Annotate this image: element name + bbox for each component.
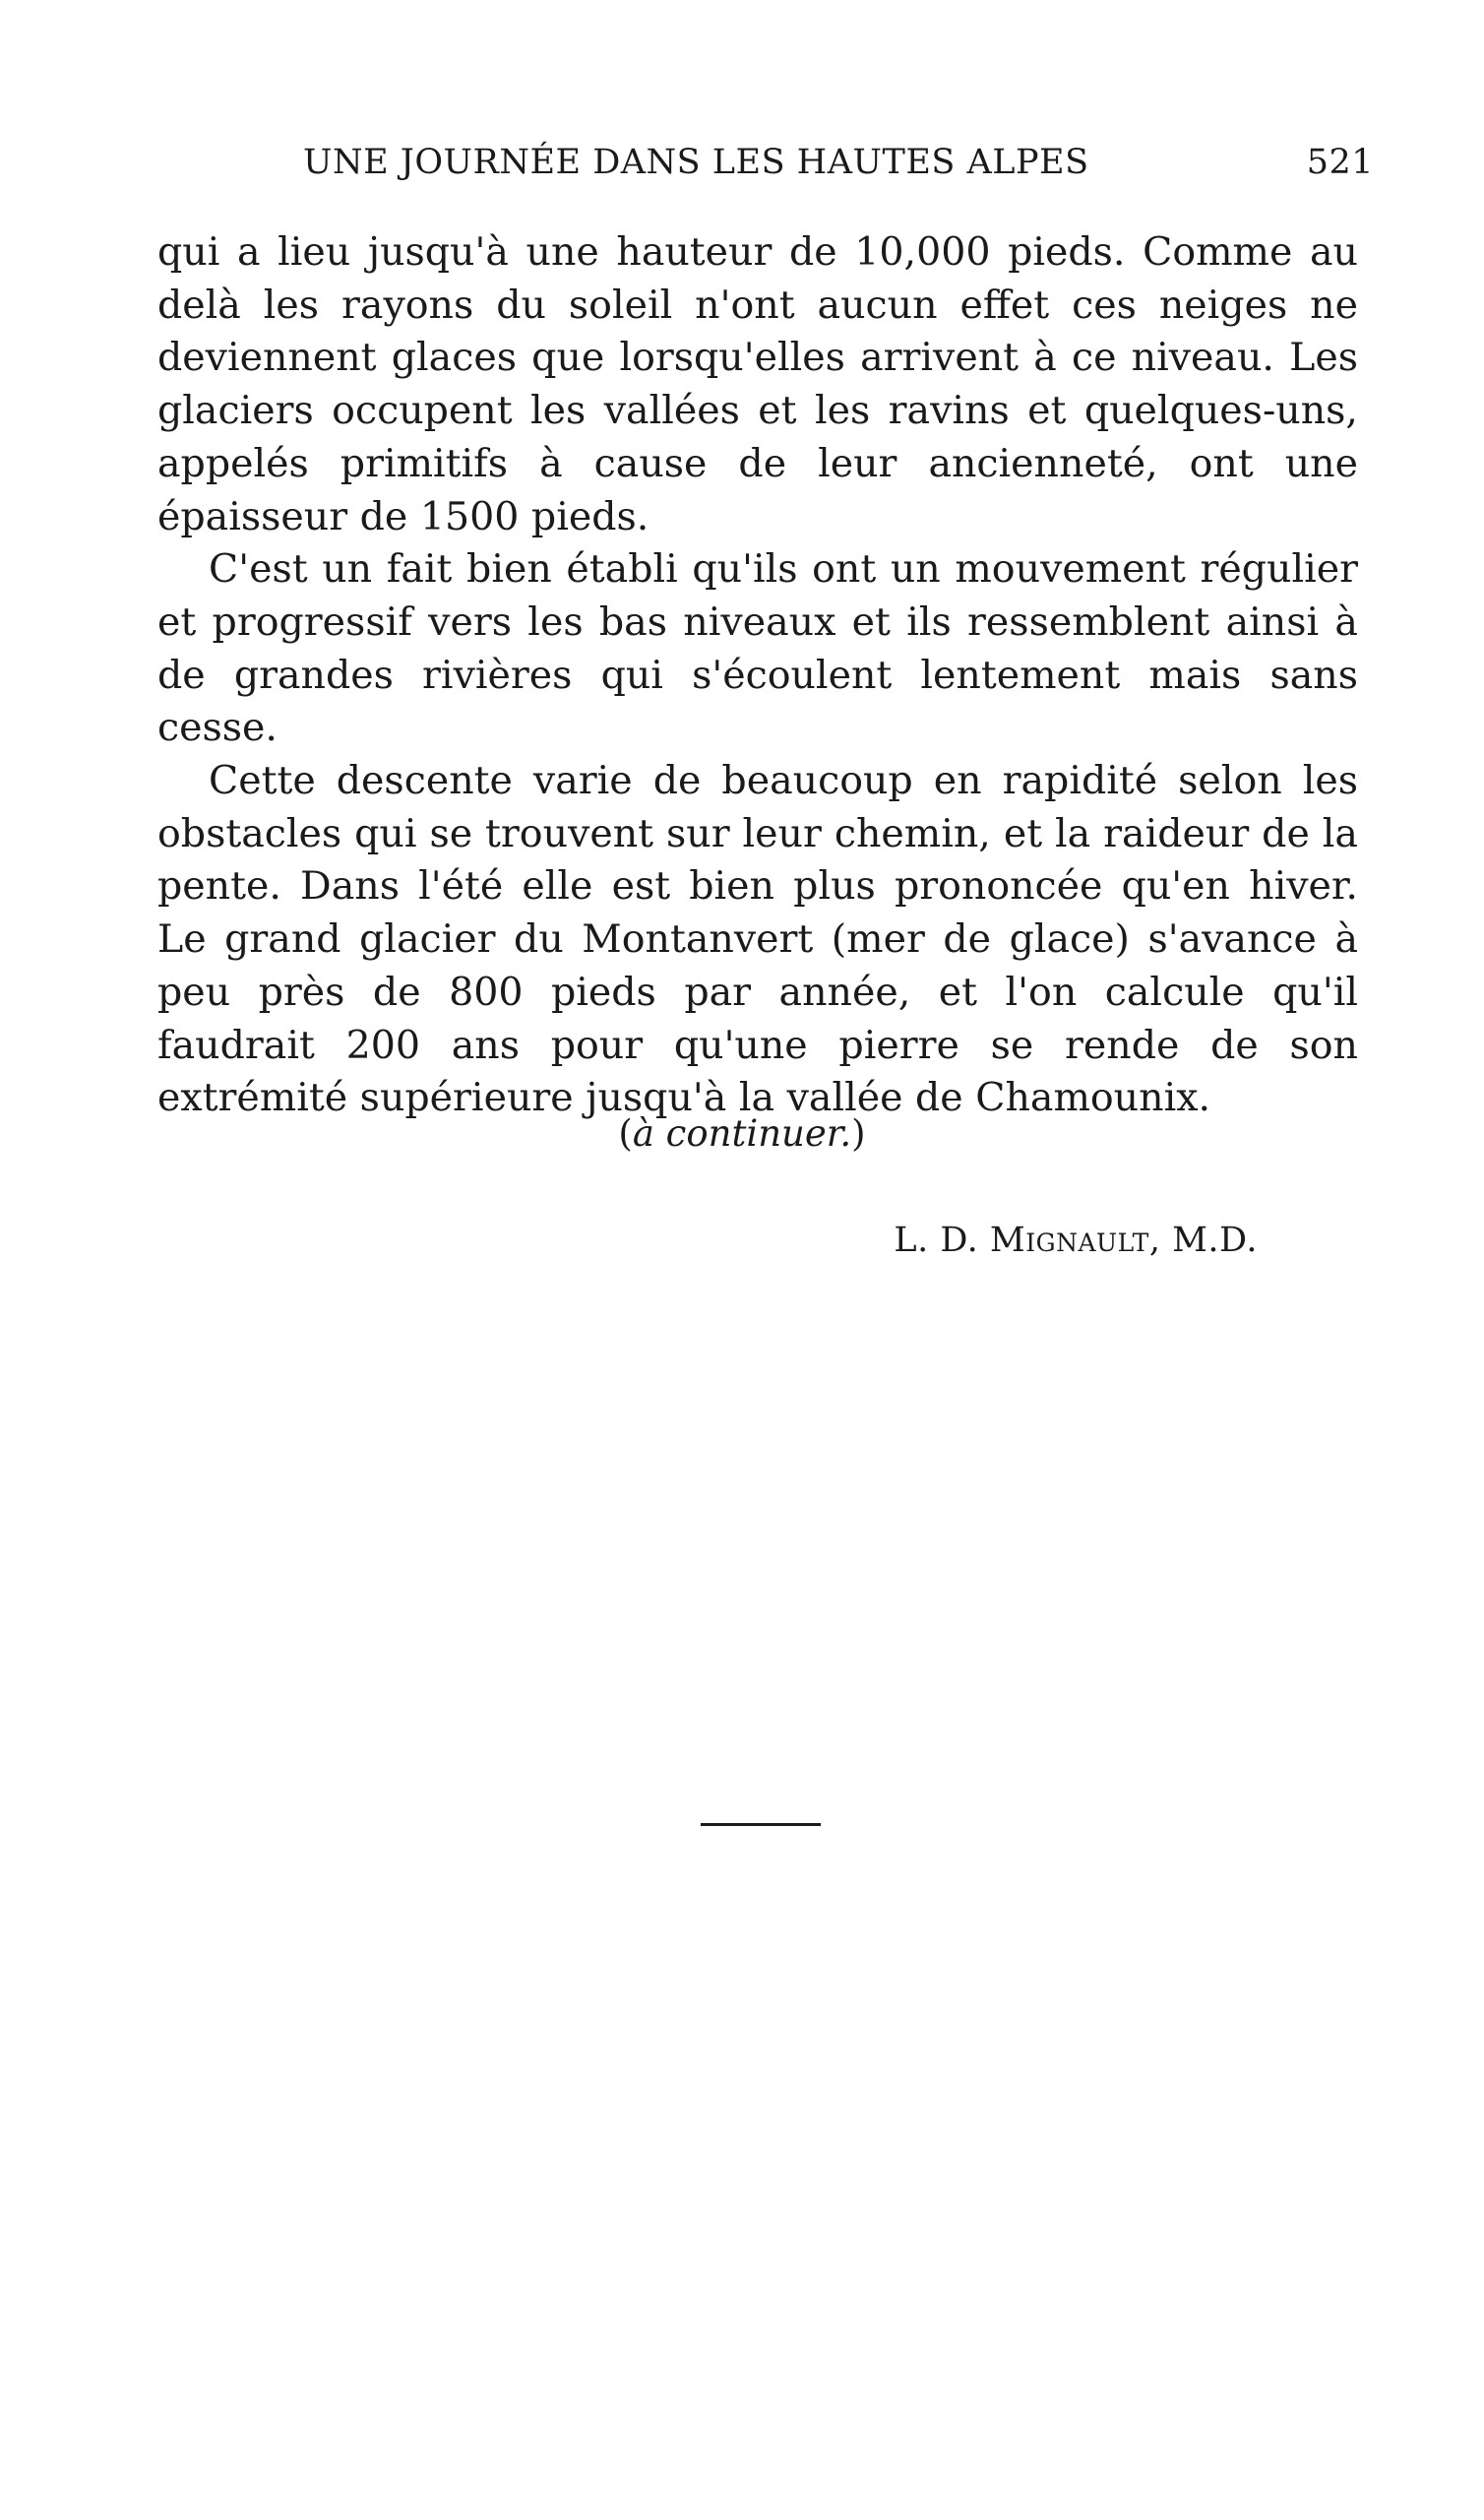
- page-number: 521: [1306, 143, 1374, 182]
- continuation-open-paren: (: [618, 1112, 633, 1155]
- signature-name: Mignault: [989, 1221, 1149, 1260]
- article-body: [157, 226, 1358, 1125]
- signature-suffix: , M.D.: [1148, 1221, 1258, 1260]
- paragraph-1: qui a lieu jusqu'à une hauteur de 10,000 pieds. Comme au delà les rayons du soleil n'ont aucun effet ces neiges ne deviennent glaces que lorsqu'elles arrivent à ce niveau. Les glaciers occupent les vallées et les ravins et quelques-uns, appelés primitifs à cause de leur ancienneté, ont une épaisseur de 1500 pieds.: [157, 229, 1358, 539]
- running-title: UNE JOURNÉE DANS LES HAUTES ALPES: [303, 143, 1089, 182]
- continuation-close-paren: ): [851, 1112, 866, 1155]
- continuation-text: à continuer.: [632, 1112, 852, 1155]
- signature-initials: L. D.: [894, 1221, 979, 1260]
- section-divider-rule: [701, 1823, 821, 1826]
- continuation-note: [0, 1112, 1484, 1155]
- paragraph-2: C'est un fait bien établi qu'ils ont un mouvement régulier et progressif vers les bas niveaux et ils ressemblent ainsi à de grandes rivières qui s'écoulent lentement mais sans cesse.: [157, 546, 1358, 751]
- paragraph-3: Cette descente varie de beaucoup en rapidité selon les obstacles qui se trouvent sur leur chemin, et la raideur de la pente. Dans l'été elle est bien plus prononcée qu'en hiver. Le grand glacier du Montanvert (mer de glace) s'avance à peu près de 800 pieds par année, et l'on calcule qu'il faudrait 200 ans pour qu'une pierre se rende de son extrémité supérieure jusqu'à la vallée de Chamounix.: [157, 758, 1358, 1121]
- running-head: [157, 143, 1374, 192]
- author-signature: [894, 1221, 1258, 1260]
